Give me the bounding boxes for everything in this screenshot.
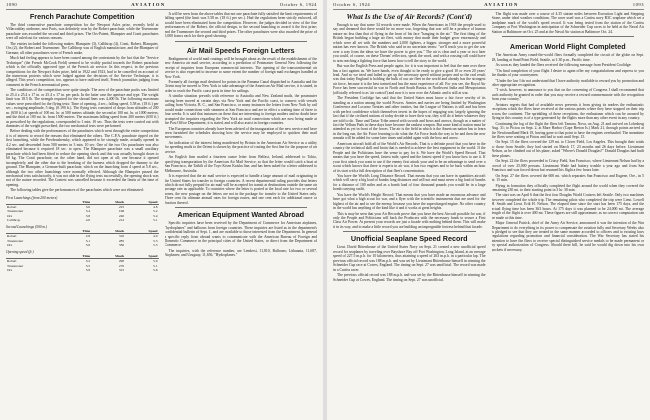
left-column-2 [165,12,318,417]
left-running-head [6,2,317,10]
table-cell: 330 [118,242,125,247]
table-header: Speed [125,200,158,205]
paragraph: Lieut. David Rittenhouse of the United States Navy on Sept. 21 created a new unofficial speed record for seaplanes by traveling over Bayshore Bay off Port Washington, Long Island, at an average speed of 227.5 m.p.h. for 10 kilometers, thus attaining a speed of 263 m.p.h. in a particular lap. The previous official record was 188 m.p.h. and was set by Lieutenant Rittenhouse himself in winning the Schneider Cup race at Cowes, England. The timing on Sept. 27 was unofficial. The record was made in a Curtiss racer. [333,245,486,272]
table-cell: Truennoner [7,209,24,214]
table-header: Shock [91,254,125,259]
paragraph: On Sept. 15 the fliers covered the 129 mi. to Clover Field, Los Angeles. This brought their totals to those from Seattle, they had started on March 17, 23 months and 26 days before. Lieutenant Nelson, as he climbed out of his plane, asked "Where's Donald Douglas?" Donald Douglas had built these planes. [491,140,644,158]
article-heading-american-equipment: American Equipment Wanted Abroad [177,210,304,220]
table-cell: Truennoner [7,238,24,243]
paragraph: The third consecutive parachute competition for the Newport Asles prize, recently held at Villacoublay airdrome, near Paris, was definitely won by the Robert parachute, while the Truennoner parachute was awarded the second and third prizes. The Ors-Patent, Blanquier and Conti parachutes were all ruled out for various reasons. [6,23,159,41]
paragraph: Realignment of world mail routings will be brought about as the result of the establishment of the new America air mail service, according to a prediction of Postmaster General New following the receipt of inquiries from European commercial interests. The opening of the transcontinental air service is also expected to increase to some extent the number of foreign mail exchanges handled at New York. [164,56,317,79]
table-cell: Ors [7,213,13,218]
table-header: Time [61,200,91,205]
paragraph: The entries included the following makes: Blanquier (3), Callthrop (4), Conti, Robert, Blanquier, Ors (2), the Robert and Truennoner. The Callthrop was of English manufacture, and the Blanquier of German; all other parachutes were of French make. [6,41,159,55]
right-issue-date: October 6, 1924 [333,2,371,7]
table-cell: 198 [118,209,125,214]
paragraph: You have the World's Long Distance Record. That means that you can have in quantities aircraft which will carry a big load of bombs long distances and will not and must never a big load of bombs for a distance of 100 miles and as a bomb load of four thousand pounds you would be in a large bomb carrying outfit. [333,173,486,192]
table-caption: Opening speed (ft.) [6,250,34,254]
article-body-world-flight [492,53,645,252]
section-divider [343,231,476,232]
paragraph: On Sept. 22 the fliers proceeded to Crissy Field, San Francisco, where Lieutenant Nelson had by a crowd of over 25,000 persons. Lieutenant Wade had battery trouble a year ago and from San Francisco and was forced down but resumed his flight a few hours later. [491,159,644,173]
table-row [6,268,159,272]
paragraph: The American Army round-the-world fliers formally completed the circuit of the globe on Sept. 28, landing at Sand Point Field, Seattle, at 1:30 p.m., Pacific time. [491,53,644,62]
article-body-air-mail [165,57,318,206]
paragraph: Before dealing with the performances of the parachutes which went through the entire competition it is of interest to record the reasons that eliminated the others. The C.P.A. parachute ripped on the first launching, while the Preobrazhensky, which appeared to be strongly made, actually opened in 4.2 sec. and descended from 500 meters in 3 min. 10 sec. One of the two Ors parachutes was also eliminated because it required 18 sec. to open. The Blanquier parachute was a small auxiliary parachute which had been fitted to reduce the opening shock and this was actually brought down to 60 kg. The Conti parachute, on the other hand, did not open at all; one because it opened incompletely, and the other due to the breaking of the harness which dropped the dummy to the ground. The Blanquier, a German-built parachute, which on the launching from 4 speed at 5.8 sec., although the two other launchings were normally effected. Although the Blanquier passed the mechanical tests satisfactorily, it was not able in the flying tests successfully, the opening shock was not of the nature recorded. The Contest was cancelled because it exceeded the limits of the time of opening. [6,129,159,187]
results-table-first-launchings [6,195,159,222]
right-page [327,0,650,420]
paragraph: But was the English Press and people again, for it is was important to feel that the men over there has a fact against us. We have hands, even thought to be ready to give a good 10 or even 20 years' lead. And so we tried and failed to get up the necessary speed without proper and so the real result was that today England is holding the bulk of our air fleet in the world and already has the strongest air force, because it is the best trained and has the most experience of all. For you see, the Royal Air Force has been successful in war in North and South Russia, in Northwest India and Mesopotamia (officially referred to as 'air control') and now it is now over the Atlantic and is still at war. [333,64,486,95]
table-header: Shock [91,200,125,205]
paragraph: "On final completion of your flight I desire to again offer my congratulations and express to you the thanks of your countrymen. [491,68,644,78]
paragraph: An indication of the interest being manifested by Britain in the American Air Service as a utility for speeding mails to the Orient is shown by the practice of routing the first line for the purpose of air service. [164,140,317,154]
table-cell: 5.4 [153,213,158,218]
right-column-1 [333,12,486,417]
table-cell: 285 [118,238,125,243]
table-cell: 3.1 [85,238,91,243]
table-cell: 3.8 [85,213,91,218]
paragraph: Continuing the log of the flight the fliers left Tamara, Nova, on Aug. 21 and arrived on Lohrsberg Aug. 31; to Pictou on Sept. 2, at Mare Harbor (Cape Breton Is.) Mark 21, through points arrived at the Newfoundland Mark 18, having gone to that point to have the engines overhauled. The meantime the fliers were waiting at Pictou and had to wait until Sept. 15. [491,121,644,139]
table-caption: First Launchings (from 200 meters) [6,195,58,200]
article-heading-seaplane-record: Unofficial Seaplane Speed Record [350,234,468,244]
article-body-air-records [333,23,486,229]
table-cell: 5.1 [153,263,158,268]
paragraph: The start was on April 6 that the first four Douglas World Cruisers left Seattle. Only two machines however completed the whole trip. The remaining pilots who completed the trip were Lieut. Lowell H. Smith and Lieut. Erik H. Nelson. The elapsed time since the start has been 175 days, and the actual flying time has been 363 hours. At 175 days it was planned to be 24,000 mi. The average length of the flight is over 400 mi. These figures are still approximate, as no correct computation can be made at this time. [491,193,644,220]
table-cell: 3.6 [85,242,91,247]
paragraph: The flight was made over a course of 4.35 statute miles between Execution Light and Stepping Stone, under ideal weather conditions. The racer used was a Curtiss navy R3C seaplane which set a landplane mark of the world's speed record. It was being tested from the station of the Curtiss Company at Port Washington in anticipation of the Schneider Cup races to be held at the Naval Air Station at Baltimore on Oct. 25 and at the Naval Air station at Baltimore Oct. 24. [491,12,644,34]
table-cell: 5.6 [153,267,158,272]
article-body-american-equipment [165,221,318,258]
table-cell: 3.4 [85,209,91,214]
left-journal-title: AVIATION [131,2,166,7]
table-cell: 240 [118,213,125,218]
table-cell: 290 [118,259,125,264]
paragraph: This is may be seen that your Air Records prove that you have the best Aircraft possible for war, if only the People and Politicians will back the Producers with the necessary funds to secure a First Class Air Power. At present your records are just a facade with nothing behind them. This will make it in its way, and to make a little record you are building an impregnable fortress behind that facade. [333,211,486,229]
table-header: Speed [125,229,158,234]
table-caption: Second Launchings (500 m.) [6,224,48,229]
table-cell: Robert [7,259,17,264]
table-header: Time [61,229,91,234]
article-body-seaplane-record [333,245,486,282]
left-column-1 [6,12,159,417]
table-cell: 5.3 [153,238,158,243]
table-cell: 5.5 [153,242,158,247]
paragraph: The conditions of the competition were quite simple. The area of the parachute packs was limited to 25.4 x 25.4 x 17 in. or 25.4 x 17 in. per pack. In the latter case the aperture and type. The weight limit was 18.5 lb. The strength required for the shroud lines was 4,400 lb. The following maximum values were prescribed for the flying tests: Time of opening, 4 sec.; falling speed, 5.58 m. (18 ft.) per sec.; swinging amplitude, 5 deg. (0.190 ft.). The flying tests consisted of drops from altitudes of 200 m. (650 ft.) at speeds of 100 mi. hr. at 500 meters altitude; the second at 100 mi. hr. at 1000 meters; and the third at 100 mi. hr. from 1500 meters. The maximum falling speed from 200 meters (650 ft.) as prescribed by the regulations, corresponded to 1 min. 10 sec. Thus the tests were carried out with dummies of the weight prescribed, the two mechanical tests were performed. [6,88,159,128]
paragraph: The inquiries, with the reference number, are Lendresi, 11,810, Balloons; Lithuania, 11,687, Airplanes; and Uruguay, 11,656, "Hydroplanes." [164,248,317,258]
paragraph: American aircraft hold all of the World's Air Records. That is a definite proof that you have in the country the technical skill and brain that is needed to achieve the best equipment in the world. If the People and the Politicians have the sense to pay for it. We have the World's Speed Record. That means that you have the speed, fastest mile, speed and the fastest speed if you know how to use it. If your first attack you want to use if the enemy first attack your and to be an advantage to send over a scout which knows that there is experts in air war, it has two engines and to be back within an hour of its start with a full description of that fleet's concentration. [333,141,486,173]
table-cell: 3.9 [85,267,91,272]
paragraph: "Under the law I do not understand that I have authority available to reward you by promotion and other appropriate recognition. [491,78,644,87]
paragraph: On Sept. 27 the fliers covered the 600 mi. which separates San Francisco and Eugene, Ore., in 5 hr. 15 min. [491,173,644,183]
paragraph: Formerly all foreign mail destined for points in the Panama Canal dispatched to Australia and the Orient may be moved to New York to take advantage of the American Air Mail service, it is stated, in order to reach the Pacific coast ports in time for sailings. [164,79,317,93]
paragraph: The previous official record was 188 m.p.h. and was set by the Rittenhouse himself in winning the Schneider Cup at Cowes, England. The timing on Sept. 27 was unofficial. [333,273,486,282]
left-page-number: 1090 [6,2,18,7]
table-header: Time [61,254,91,259]
table-cell: 4.0 [85,217,91,222]
table-cell: Ors [7,242,13,247]
table-cell: 3.2 [85,259,91,264]
left-issue-date: October 6, 1924 [279,2,317,7]
table-cell: 315 [118,267,125,272]
left-page [0,0,323,420]
table-cell: 5.1 [153,217,158,222]
paragraph: As soon as they landed the fliers received the following message from President Coolidge: [495,63,632,68]
article-body-french-parachute [6,23,159,193]
table-cell: Robert [7,234,17,239]
paragraph: Flying in formation they officially completed the flight around the world when they covered the remaining 230 mi. to their starting point in 3 hr. 30 min. [491,183,644,192]
table-cell: 5.2 [153,209,158,214]
table-row [6,243,159,247]
table-cell: Ors [7,267,13,272]
table-header: Speed [125,254,158,259]
table-cell: 4.9 [153,234,158,239]
table-cell: 5.0 [153,259,158,264]
paragraph: It will be seen from the above tables that not one parachute fully satisfied the limit requirements of falling speed (the limit was 5.58 m. (18 ft.) per sec.). Had the regulations been strictly enforced, all would have been eliminated from the competition. However, the judges decided in view of the fine performances of the Robert, the official design, to the second launching to award it the first prize; and the Truennoner the second and third prizes. The other parachutes were also awarded the prize of 5,000 francs each for their good showing. [164,12,317,39]
table-cell: 3.0 [85,205,91,210]
paragraph: It is expected that the air mail service is expected to handle a large amount of mail originating in the United States for transfer to foreign countries. A recent departmental ruling provides that letters which do not fully prepaid for air mail will be accepted for transit at destinations outside the same air postage rate as applicable. To countries where the letter is posted at the local rate for two or several zones, the new postage on the letters are not in the package for transfer to the United States only. Three cent fix ultimate airmail rates for foreign routes, and one cent each for additional ounce or fraction thereof. [164,174,317,205]
table-cell: 270 [118,263,125,268]
section-divider [502,36,635,37]
right-column-2 [492,12,645,417]
article-heading-air-mail: Air Mail Speeds Foreign Letters [186,45,295,55]
section-divider [175,207,308,208]
table-cell: Callthrop [7,217,21,222]
article-heading-world-flight: American World Flight Completed [509,42,626,52]
table-cell: 212 [118,217,125,222]
table-cell: 225 [118,205,125,210]
paragraph: The President Coolidge has said that the United States must know a fair force worthy of its standing as a nation among the world Powers. Armies and navies are being limited by Washington Conference and Locarno Treaties and other treaties, but the League of Nations is still and has been with perfect confidence which themselves invest in the hopes of engaging war, largely ignoring the fact that if the civilized nations of today decide to have their war, they will do it better whatever they are told to do. Time and Tartar Tribe armed with swords and bows and arrows, though as a matter of fact the Vellum Pads in these days have become the rankest weapon. But some kind of nation must be attended as yet in front of the forces. The air is the field in which is the American nation has to learn in the long run, the Air Force learning to do what the Air Force leads the way to be and then the new armada will be added for some later times and added again with the bow and arrow. [333,96,486,141]
paragraph: An English firm mailed a fourteen ounce letter from Belfast, Ireland, addressed to Tokio, specifying transportation by the American Air Mail Service, so that the letter would catch a boat at San Francisco, the Taibili of the Toyo Kisen Kaisha line, and has been asked for a letter addressed to Melbourne, Australia. [164,155,317,173]
paragraph: The following tables give the performances of the parachutes which were not eliminated: [10,188,144,193]
paragraph: Specific inquiries have been received by the Department of Commerce for American airplanes, "hydroplanes" and balloons from foreign countries. These inquiries are listed as in the department's confidential bulletin of Sept. 1, and are available to those interested from the Department. In general a specific reply from abroad wants to communicate with the American Bureau of Foreign and Domestic Commerce in the principal cities of the United States, or direct from the Department of Commerce. [164,221,317,248]
results-table-opening-speed [6,249,159,272]
table-cell: 4.8 [153,205,158,210]
table-cell: 3.5 [85,263,91,268]
right-running-head [333,2,644,10]
right-journal-title: AVIATION [484,2,519,7]
table-cell: 2.8 [85,234,91,239]
table-cell: 310 [118,234,125,239]
results-table-second-launchings [6,224,159,247]
paragraph: Enough to say that some 34 records were made. When the Americans in 1918 the people used to say and dreamed that there would be no more war, forgetting that war will be a produce of human nature no less than that of flying in the front of his face "hanging in the air." The first thing of the British began building a huge air fleet, with money that made their budget grow enormously and which were all set with the numbers and 2,000 fighters, a bigger, stronger and a more powerful nation has ever known. The British who said in no uncertain terms: "we'll teach you to get the war over a way from the ideas we have the power to give you." The air is clear and a year or two later you could, of course, on these 'Dream' reflectors, speak the word, and with a rousing call could have to arm reaching a fighting force that knew how to tell the story to the world. [333,23,486,63]
table-cell: Truennoner [7,263,24,268]
section-divider [175,41,308,42]
table-header: Shock [91,229,125,234]
table-row [6,218,159,222]
right-page-number: 1093 [632,2,644,7]
article-heading-french-parachute: French Parachute Competition [29,12,135,21]
paragraph: "I wish, however, to announce to you that on the convening of Congress I shall recommend that such authority be granted in order that you may receive a reward commensurate with the recognition from your country." [491,88,644,102]
table-cell: Robert [7,205,17,210]
paragraph: Major General Patrick, chief of the Army Air Service, announced it was the intention of the War Department to do everything in its power to compensate the aviation fully and Secretary Weeks also is pledged to see that they are treated in the same manner accorded to officers and to existing laws regulations regarding promotion and financial consideration. The War Secretary has stated his intention to have the fliers to receive special distinguished service medals to be made permanent or by special authorization of Congress. Should there bill, he said he would dig down into his own pockets if necessary. [491,221,644,252]
paragraph: Much bad feeling appears to have been caused among the contestants by the fact that the "Service Technique" (the French McCook Field) seemed to be visibly partial towards the Robert parachute which is the officially approved type of the French air service. In this respect, in the previous competitions for the Newport Asles prize, held in 1922 and 1923, had to be cancelled on account of the numerous protests which were lodged against the decisions of the Service Technique, it is alleged. This year's competition, too, appears to have outlived itself, French journalists judging from comment in the French aeronautical press. [6,56,159,87]
paragraph: You have the World's Height Record. That means that you have made an enormous advance and have got what a high scout for war, and a flyer with the scientific instruments that are used for the highest of the air and to see the enemy, because you have the supercharged engine. No other country in the world has anything of the kind like it and it works at great heights. [333,192,486,211]
paragraph: A similar situation prevails with reference to Australia and New Zealand mails, the postmaster having been moved at certain days via New York and the Pacific coast, to connect with vessels sailing from Victoria, B. C., and San Francisco, or many instances the letters from New York by rail would make connections with steamers at San Francisco and are in effect a waiting time of three to four weeks. It is said that instances on these that are interesting to foreign mailers and no doubt have prompted the inquiries regarding the New York air mail connections which are now being made at the Post Office Department, it is stated, and will also assist in foreign countries. [164,94,317,126]
paragraph: The European countries already have been advised of the inauguration of the new service and have been furnished the schedules showing how the service may be employed to quicken their mail movements. [164,126,317,140]
article-heading-air-records: What Is the Use of Air Records? (Cont'd) [346,12,473,21]
paragraph: Aviators regrets that had of available news prevents it from giving its readers the enthusiastic receptions which the fliers have received at the various points where they have stopped on their trip across the continent. The sprinkling of these receptions, the enthusiasm which can be aroused by flying in this country is of a type generated by the flights more than any other event in any country. [491,102,644,121]
